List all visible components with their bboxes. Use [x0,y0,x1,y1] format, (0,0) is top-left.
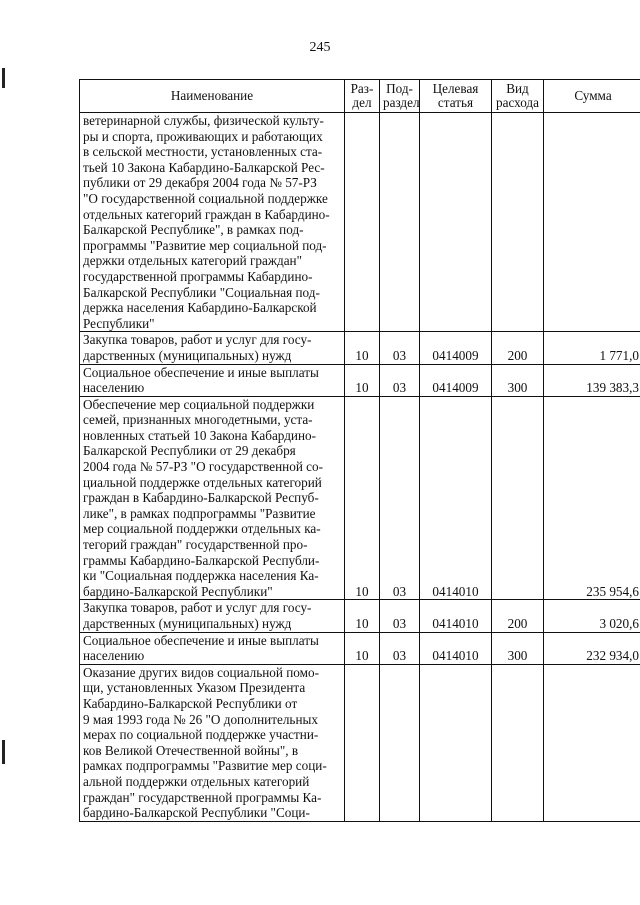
name-line: Закупка товаров, работ и услуг для госу- [83,332,312,348]
name-line: циальной поддержке отдельных категорий [83,474,322,490]
cell-target: 0414010 [420,600,492,632]
cell-subsection: 03 [380,632,420,664]
table-row [80,664,640,821]
header-target: Целевая статья [420,80,492,113]
name-line: бардино-Балкарской Республики "Соци- [83,805,310,821]
cell-subsection: 03 [380,600,420,632]
page-number: 245 [309,40,331,55]
cell-section: 10 [345,364,380,396]
name-line: бардино-Балкарской Республики" [83,583,273,599]
name-line: мерах по социальной поддержке участни- [83,727,319,743]
cell-expense [492,396,544,600]
table-row [80,364,640,396]
name-line: держка населения Кабардино-Балкарской [83,300,317,316]
name-line: рамках подпрограммы "Развитие мер соци- [83,758,327,774]
table-body [80,113,640,822]
cell-sum: 235 954,6 [544,396,640,600]
cell-target [420,113,492,332]
header-sum: Сумма [544,80,640,113]
table-row [80,600,640,632]
name-line: мер социальной поддержки отдельных ка- [83,521,321,537]
cell-expense: 200 [492,600,544,632]
cell-subsection [380,664,420,821]
cell-expense: 300 [492,632,544,664]
name-line: программы "Развитие мер социальной под- [83,237,327,253]
header-expense: Вид расхода [492,80,544,113]
cell-sum: 139 383,3 [544,364,640,396]
cell-section: 10 [345,632,380,664]
name-line: новленных статьей 10 Закона Кабардино- [83,427,317,443]
cell-subsection: 03 [380,364,420,396]
name-line: Социальное обеспечение и иные выплаты [83,364,319,380]
name-line: публики от 29 декабря 2004 года № 57-РЗ [83,175,317,191]
margin-mark-top [2,68,5,88]
header-name: Наименование [80,80,345,113]
cell-expense: 300 [492,364,544,396]
margin-mark-bottom [2,740,5,764]
cell-section [345,113,380,332]
name-line: отдельных категорий граждан в Кабардино- [83,206,330,222]
name-line: альной поддержки отдельных категорий [83,773,310,789]
table-row [80,632,640,664]
cell-section: 10 [345,600,380,632]
cell-sum: 1 771,0 [544,332,640,364]
name-line: Балкарской Республике", в рамках под- [83,222,304,238]
name-line: Оказание других видов социальной помо- [83,664,319,680]
table-row [80,332,640,364]
cell-name [80,396,345,600]
name-line: "О государственной социальной поддержке [83,190,328,206]
cell-target: 0414010 [420,632,492,664]
cell-name [80,364,345,396]
name-line: дарственных (муниципальных) нужд [83,616,292,631]
name-line: щи, установленных Указом Президента [83,680,306,696]
name-line: граждан" государственной программы Ка- [83,789,322,805]
cell-expense: 200 [492,332,544,364]
name-line: 2004 года № 57-РЗ "О государственной со- [83,459,324,475]
name-line: Республики" [83,315,155,331]
cell-name [80,332,345,364]
cell-target: 0414009 [420,332,492,364]
cell-expense [492,664,544,821]
name-line: Балкарской Республики от 29 декабря [83,443,296,459]
name-line: тегорий граждан" государственной про- [83,537,308,553]
cell-section [345,664,380,821]
cell-section: 10 [345,332,380,364]
cell-subsection [380,113,420,332]
name-line: в сельской местности, установленных ста- [83,144,323,160]
name-line: Обеспечение мер социальной поддержки [83,396,315,412]
name-line: семей, признанных многодетными, уста- [83,412,313,428]
header-subsection: Под- раздел [380,80,420,113]
name-line: ков Великой Отечественной войны", в [83,742,299,758]
name-line: государственной программы Кабардино- [83,268,313,284]
name-line: ры и спорта, проживающих и работающих [83,128,323,144]
cell-sum: 232 934,0 [544,632,640,664]
cell-subsection: 03 [380,332,420,364]
name-line: Кабардино-Балкарской Республики от [83,695,298,711]
cell-name [80,600,345,632]
name-line: населению [83,648,145,664]
cell-target: 0414010 [420,396,492,600]
cell-sum [544,113,640,332]
cell-subsection: 03 [380,396,420,600]
name-line: граждан в Кабардино-Балкарской Респуб- [83,490,319,506]
cell-name [80,113,345,332]
name-line: Социальное обеспечение и иные выплаты [83,632,319,648]
table-row [80,113,640,332]
name-line: лике", в рамках подпрограммы "Развитие [83,505,316,521]
name-line: 9 мая 1993 года № 26 "О дополнительных [83,711,318,727]
name-line: ветеринарной службы, физической культу- [83,113,324,128]
table-header-row [80,80,640,113]
name-line: ки "Социальная поддержка населения Ка- [83,568,319,584]
cell-section: 10 [345,396,380,600]
cell-sum: 3 020,6 [544,600,640,632]
cell-name [80,664,345,821]
name-line: Балкарской Республики "Социальная под- [83,284,320,300]
name-line: населению [83,380,145,396]
name-line: граммы Кабардино-Балкарской Республи- [83,552,320,568]
name-line: тьей 10 Закона Кабардино-Балкарской Рес- [83,159,325,175]
name-line: Закупка товаров, работ и услуг для госу- [83,600,312,616]
cell-sum [544,664,640,821]
budget-table [79,79,640,822]
cell-expense [492,113,544,332]
table-row [80,396,640,600]
cell-target [420,664,492,821]
cell-target: 0414009 [420,364,492,396]
header-section: Раз- дел [345,80,380,113]
name-line: держки отдельных категорий граждан" [83,253,302,269]
name-line: дарственных (муниципальных) нужд [83,347,292,363]
cell-name [80,632,345,664]
